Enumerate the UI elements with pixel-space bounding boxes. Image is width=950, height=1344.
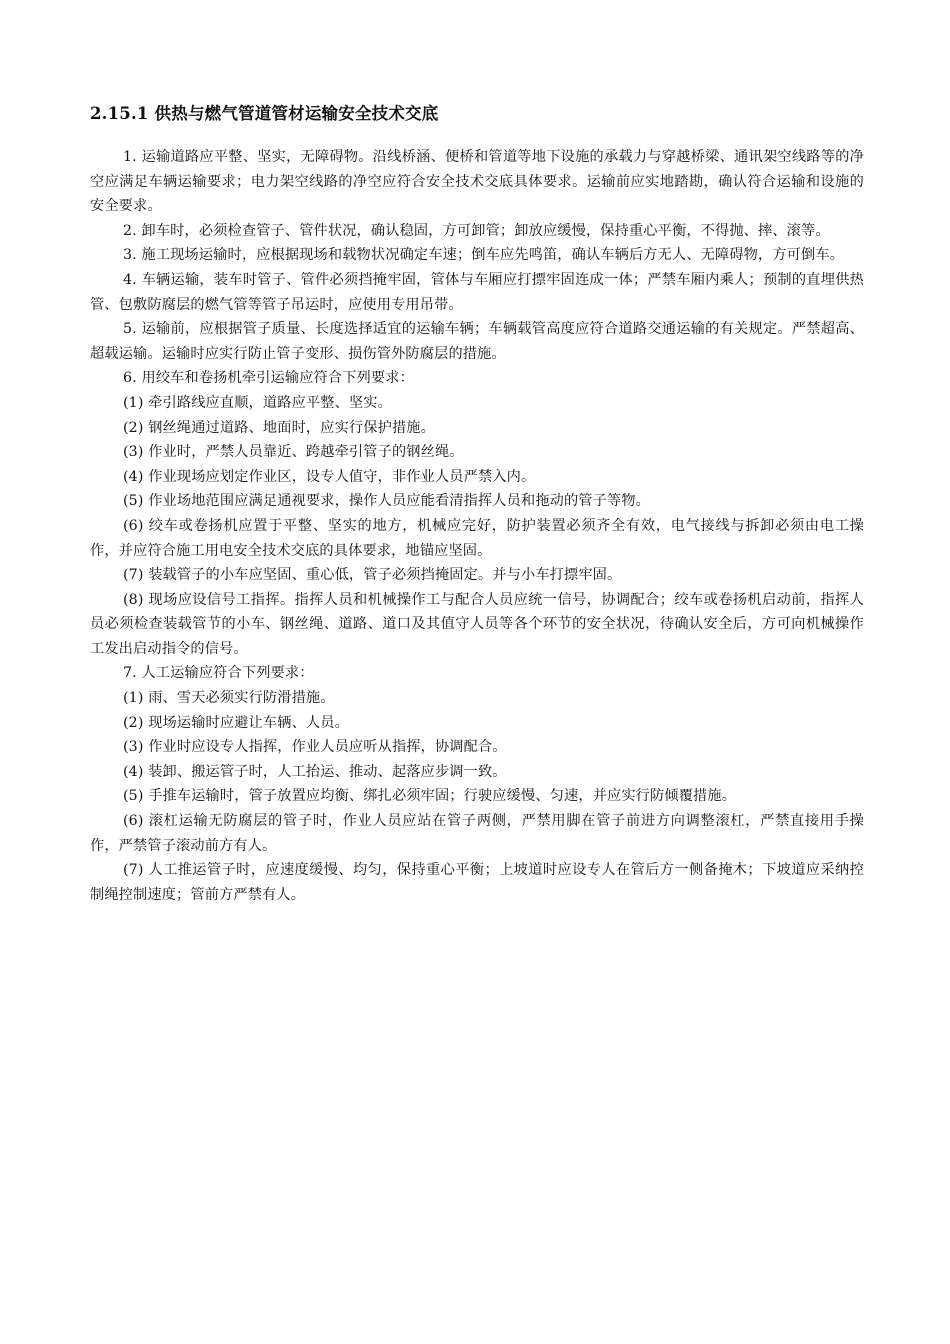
- paragraph: 5. 运输前，应根据管子质量、长度选择适宜的运输车辆；车辆载管高度应符合道路交通运输的有关规定。严禁超高、超载运输。运输时应实行防止管子变形、损伤管外防腐层的措施。: [90, 321, 864, 362]
- paragraph: (7) 人工推运管子时，应速度缓慢、均匀，保持重心平衡；上坡道时应设专人在管后方一侧备掩木；下坡道应采纳控制绳控制速度；管前方严禁有人。: [90, 862, 864, 903]
- paragraph: 7. 人工运输应符合下列要求：: [123, 665, 314, 682]
- paragraph: (4) 作业现场应划定作业区，设专人值守，非作业人员严禁入内。: [123, 468, 536, 485]
- paragraph: 6. 用绞车和卷扬机牵引运输应符合下列要求：: [123, 370, 414, 387]
- paragraph: (5) 作业场地范围应满足通视要求，操作人员应能看清指挥人员和拖动的管子等物。: [123, 493, 651, 510]
- paragraph: 2. 卸车时，必须检查管子、管件状况，确认稳固，方可卸管；卸放应缓慢，保持重心平衡，不得抛、摔、滚等。: [123, 222, 830, 239]
- paragraph: (2) 现场运输时应避让车辆、人员。: [123, 714, 349, 731]
- document-body: [90, 145, 864, 907]
- document-title: 2.15.1 供热与燃气管道管材运输安全技术交底: [90, 104, 439, 123]
- paragraph: (5) 手推车运输时，管子放置应均衡、绑扎必须牢固；行驶应缓慢、匀速，并应实行防倾覆措施。: [123, 788, 737, 805]
- paragraph: 4. 车辆运输，装车时管子、管件必须挡掩牢固，管体与车厢应打摽牢固连成一体；严禁车厢内乘人；预制的直埋供热管、包敷防腐层的燃气管等管子吊运时，应使用专用吊带。: [90, 271, 864, 313]
- paragraph: (2) 钢丝绳通过道路、地面时，应实行保护措施。: [123, 419, 435, 436]
- paragraph: 1. 运输道路应平整、坚实，无障碍物。沿线桥涵、便桥和管道等地下设施的承载力与穿越桥梁、通讯架空线路等的净空应满足车辆运输要求；电力架空线路的净空应符合安全技术交底具体要求。运输前应实地踏勘，确认符合运输和设施的安全要求。: [90, 149, 864, 215]
- paragraph: 3. 施工现场运输时，应根据现场和载物状况确定车速；倒车应先鸣笛，确认车辆后方无人、无障碍物，方可倒车。: [123, 247, 845, 264]
- paragraph: (1) 牵引路线应直顺，道路应平整、坚实。: [123, 394, 392, 411]
- paragraph: (7) 装载管子的小车应坚固、重心低，管子必须挡掩固定。并与小车打摽牢固。: [123, 567, 622, 584]
- document-page: [90, 103, 864, 907]
- paragraph: (3) 作业时，严禁人员靠近、跨越牵引管子的钢丝绳。: [123, 444, 464, 461]
- paragraph: (3) 作业时应设专人指挥，作业人员应听从指挥，协调配合。: [123, 739, 507, 756]
- paragraph: (8) 现场应设信号工指挥。指挥人员和机械操作工与配合人员应统一信号，协调配合；绞车或卷扬机启动前，指挥人员必须检查装载管节的小车、钢丝绳、道路、道口及其值守人员等各个环节的安全状况，待确认安全后，方可向机械操作工发出启动指令的信号。: [90, 591, 864, 657]
- paragraph: (6) 绞车或卷扬机应置于平整、坚实的地方，机械应完好，防护装置必须齐全有效，电气接线与拆卸必须由电工操作，并应符合施工用电安全技术交底的具体要求，地锚应坚固。: [90, 517, 864, 559]
- paragraph: (1) 雨、雪天必须实行防滑措施。: [123, 690, 335, 707]
- paragraph: (4) 装卸、搬运管子时，人工抬运、推动、起落应步调一致。: [123, 763, 507, 780]
- paragraph: (6) 滚杠运输无防腐层的管子时，作业人员应站在管子两侧，严禁用脚在管子前进方向调整滚杠，严禁直接用手操作，严禁管子滚动前方有人。: [90, 813, 864, 854]
